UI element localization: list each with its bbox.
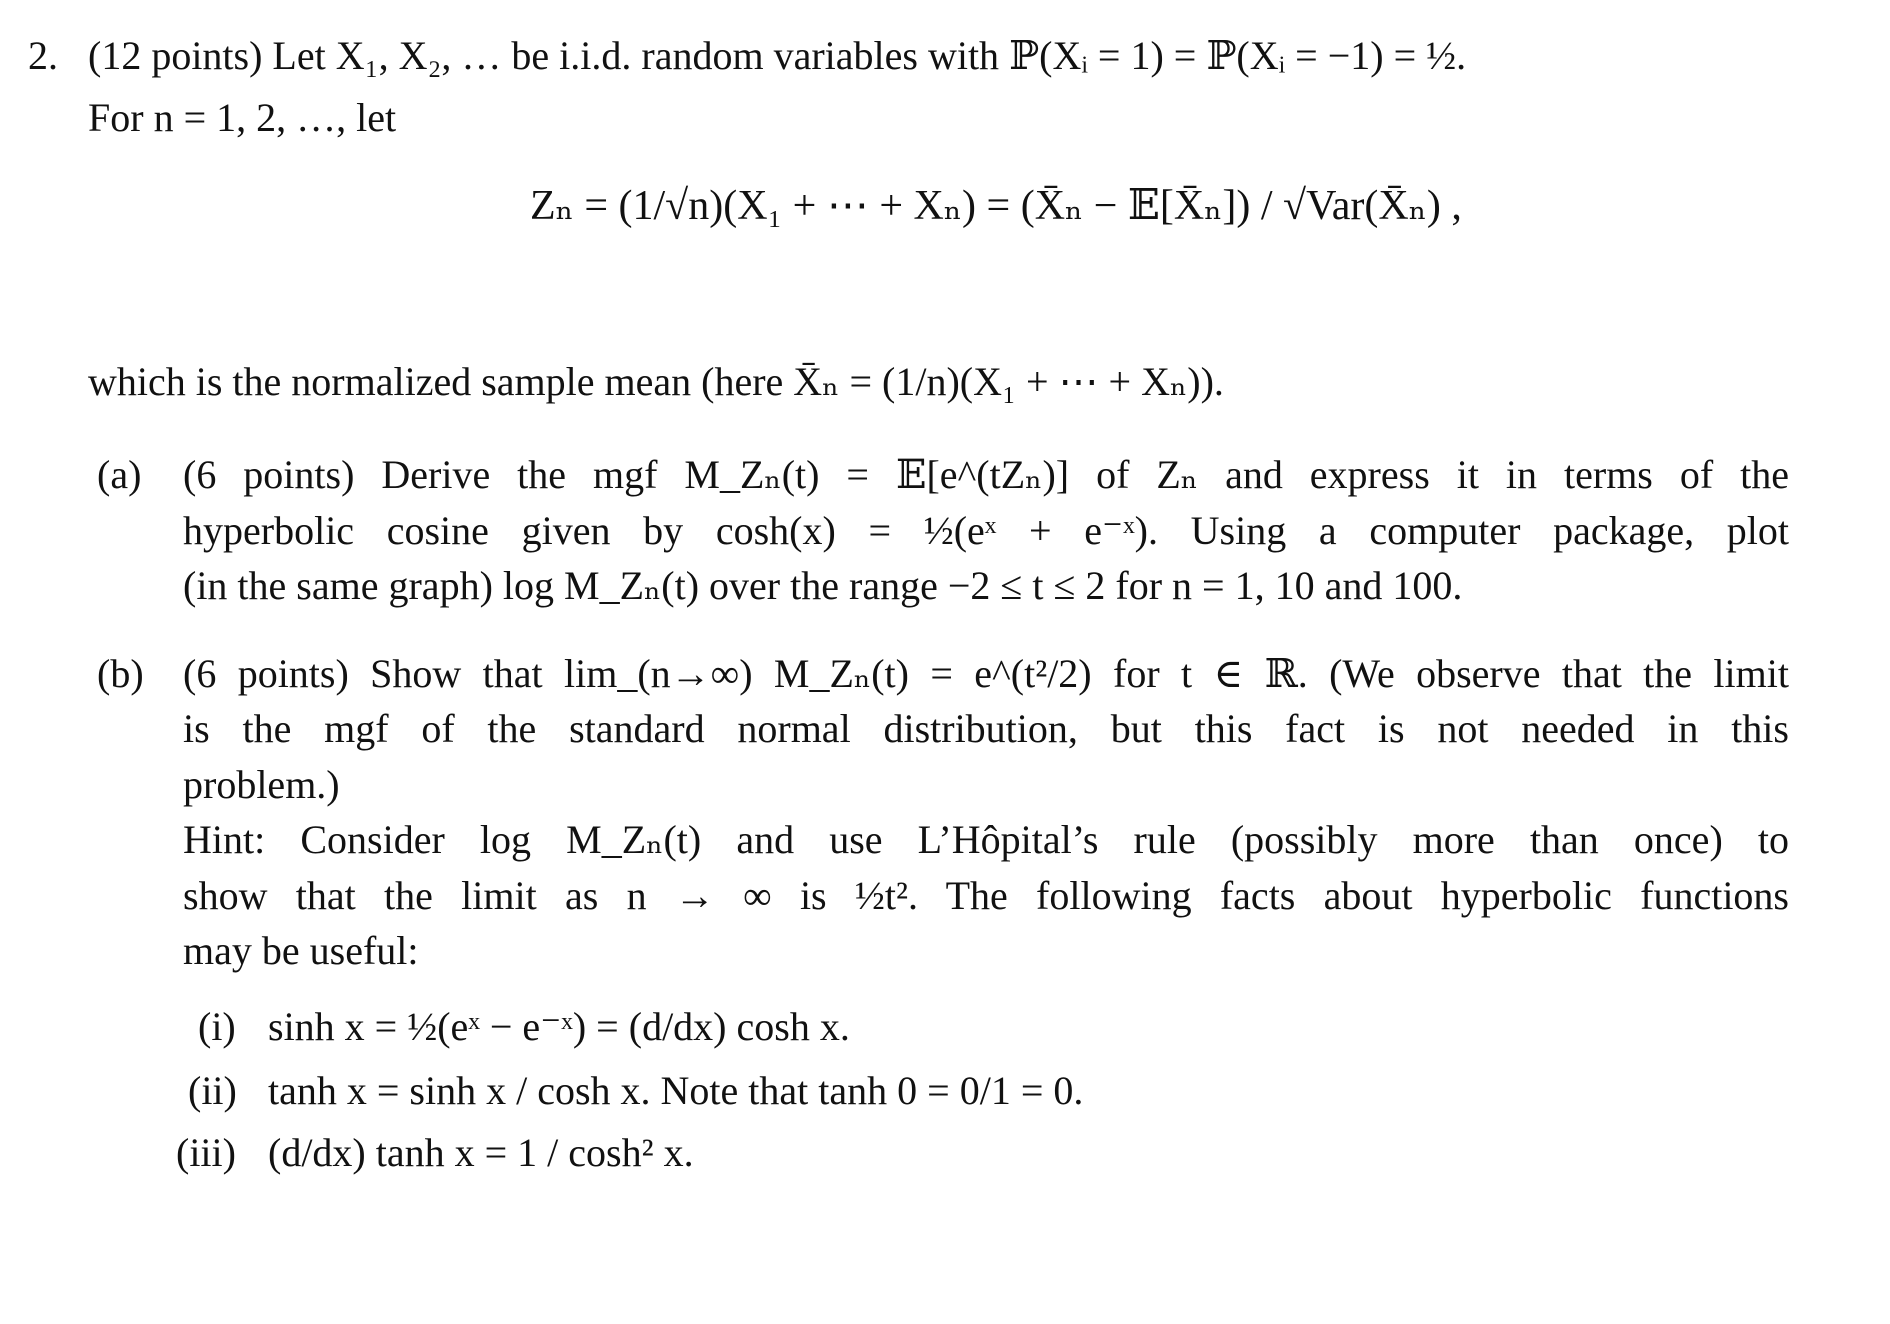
part-b-label: (b)	[97, 651, 144, 696]
fact-label: (i)	[198, 1004, 236, 1049]
part-b-hint-line3: may be useful:	[183, 928, 419, 973]
fact-label: (iii)	[176, 1130, 236, 1175]
problem-intro-line1: (12 points) Let X₁, X₂, … be i.i.d. random variables with ℙ(Xᵢ = 1) = ℙ(Xᵢ = −1) = ½.	[88, 33, 1467, 78]
part-a-label: (a)	[97, 452, 142, 497]
problem-number: 2.	[28, 33, 58, 78]
part-b-line1: (6 points) Show that lim_(n→∞) M_Zₙ(t) = e^(t²/2) for t ∈ ℝ. (We observe that the limit	[183, 651, 1789, 696]
part-a-line2: hyperbolic cosine given by cosh(x) = ½(eˣ + e⁻ˣ). Using a computer package, plot	[183, 508, 1789, 553]
fact-text: sinh x = ½(eˣ − e⁻ˣ) = (d/dx) cosh x.	[268, 1004, 850, 1049]
fact-text: tanh x = sinh x / cosh x. Note that tanh 0 = 0/1 = 0.	[268, 1068, 1084, 1113]
display-equation: Zₙ = (1/√n)(X₁ + ⋯ + Xₙ) = (X̄ₙ − 𝔼[X̄ₙ]) / √Var(X̄ₙ) ,	[530, 183, 1462, 229]
part-b-line2: is the mgf of the standard normal distribution, but this fact is not needed in this	[183, 706, 1789, 751]
part-b-hint-line1: Hint: Consider log M_Zₙ(t) and use L’Hôpital’s rule (possibly more than once) to	[183, 817, 1789, 862]
after-display-text: which is the normalized sample mean (here X̄ₙ = (1/n)(X₁ + ⋯ + Xₙ)).	[88, 359, 1224, 404]
fact-label: (ii)	[188, 1068, 237, 1113]
part-a-line1: (6 points) Derive the mgf M_Zₙ(t) = 𝔼[e^(tZₙ)] of Zₙ and express it in terms of the	[183, 452, 1789, 497]
fact-text: (d/dx) tanh x = 1 / cosh² x.	[268, 1130, 694, 1175]
part-a-line3: (in the same graph) log M_Zₙ(t) over the range −2 ≤ t ≤ 2 for n = 1, 10 and 100.	[183, 563, 1463, 608]
problem-intro-line2: For n = 1, 2, …, let	[88, 95, 397, 140]
part-b-line3: problem.)	[183, 762, 340, 807]
part-b-hint-line2: show that the limit as n → ∞ is ½t². The following facts about hyperbolic functions	[183, 873, 1789, 918]
